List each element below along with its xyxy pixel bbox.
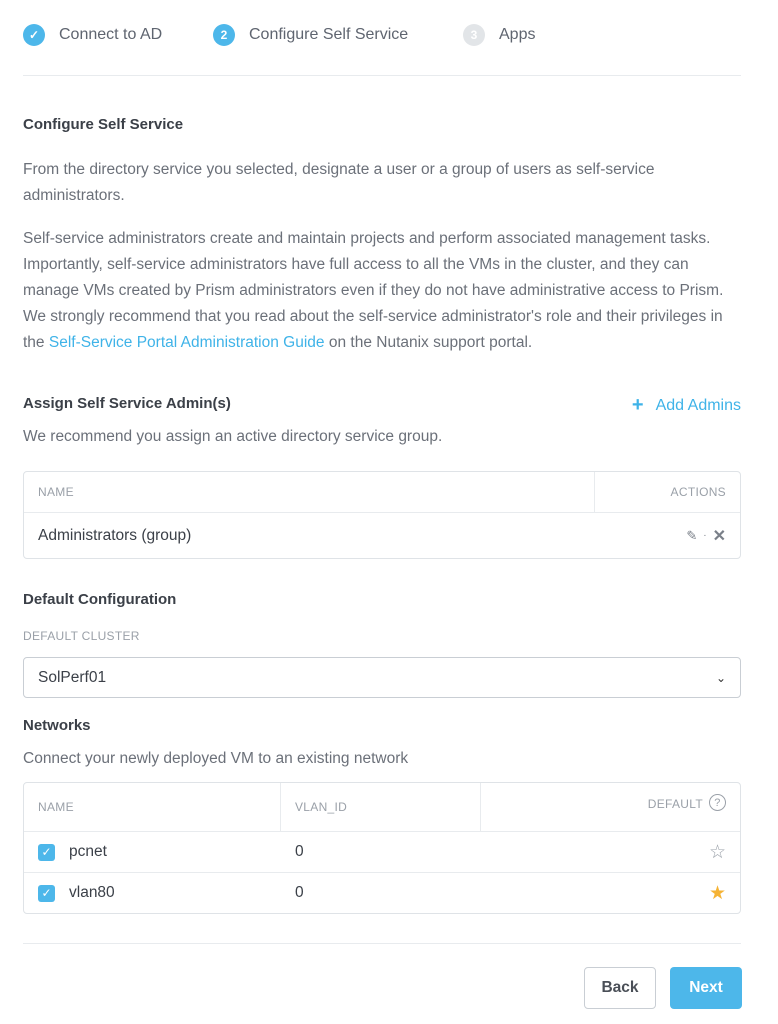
- step-configure-self-service[interactable]: [213, 24, 408, 46]
- networks-hint: Connect your newly deployed VM to an existing network: [23, 750, 409, 767]
- col-name: NAME: [24, 783, 281, 831]
- vlan-id: 0: [295, 884, 304, 901]
- networks-table: [23, 782, 741, 914]
- divider: [23, 943, 741, 944]
- networks-title: Networks: [23, 717, 91, 734]
- add-admins-button[interactable]: [632, 394, 741, 417]
- step-label: Connect to AD: [59, 26, 163, 43]
- star-outline-icon[interactable]: ☆: [708, 841, 726, 863]
- edit-pencil-icon[interactable]: ✎: [686, 527, 698, 543]
- check-icon: ✓: [23, 24, 45, 46]
- table-header: [24, 783, 740, 831]
- col-default: DEFAULT: [647, 797, 703, 811]
- default-config-title: Default Configuration: [23, 591, 177, 608]
- vlan-id: 0: [295, 843, 304, 860]
- section-title: Configure Self Service: [23, 116, 184, 133]
- divider: [23, 75, 741, 76]
- table-row: [24, 512, 740, 558]
- back-button[interactable]: Back: [584, 967, 656, 1009]
- separator-dot: ·: [703, 530, 707, 541]
- table-header: [24, 472, 740, 512]
- table-row: [24, 872, 740, 913]
- network-name: pcnet: [69, 843, 107, 860]
- add-admins-label: Add Admins: [655, 396, 741, 414]
- description-post: on the Nutanix support portal.: [324, 334, 533, 351]
- default-cluster-label: DEFAULT CLUSTER: [23, 629, 140, 643]
- admin-guide-link[interactable]: Self-Service Portal Administration Guide: [48, 334, 325, 351]
- row-checkbox[interactable]: ✓: [38, 885, 55, 902]
- network-name: vlan80: [69, 884, 115, 901]
- intro-text: From the directory service you selected, designate a user or a group of users as self-service administrators.: [23, 161, 655, 204]
- col-vlan: VLAN_ID: [281, 783, 481, 831]
- step-label: Apps: [499, 26, 536, 43]
- default-cluster-select[interactable]: [23, 657, 741, 698]
- col-actions: ACTIONS: [670, 485, 726, 499]
- admins-table: [23, 471, 741, 559]
- description-pre: Self-service administrators create and maintain projects and perform associated management tasks. Importantly, self-service administrators have full access to all the VMs in the cluster, and they can manage VMs created by Prism administrators even if they do not have administrative access to Prism. We strongly recommend that you read about the self-service administrator's role and their privileges in the: [23, 230, 724, 351]
- admin-name: Administrators (group): [38, 526, 192, 544]
- plus-icon: +: [631, 394, 644, 416]
- step-number: 2: [213, 24, 235, 46]
- table-row: [24, 831, 740, 872]
- delete-x-icon[interactable]: ✕: [712, 527, 726, 545]
- description-text: [23, 226, 741, 356]
- chevron-down-icon: ⌄: [715, 670, 726, 685]
- admins-title: Assign Self Service Admin(s): [23, 395, 231, 412]
- step-number: 3: [463, 24, 485, 46]
- star-filled-icon[interactable]: ★: [708, 882, 726, 904]
- step-connect-ad[interactable]: [23, 24, 162, 46]
- selected-cluster: SolPerf01: [38, 668, 107, 686]
- col-name: NAME: [24, 472, 595, 512]
- admins-hint: We recommend you assign an active directory service group.: [23, 428, 443, 445]
- row-checkbox[interactable]: ✓: [38, 844, 55, 861]
- next-button[interactable]: Next: [670, 967, 742, 1009]
- help-icon[interactable]: ?: [709, 794, 726, 811]
- step-apps[interactable]: [463, 24, 535, 46]
- step-label: Configure Self Service: [249, 26, 409, 43]
